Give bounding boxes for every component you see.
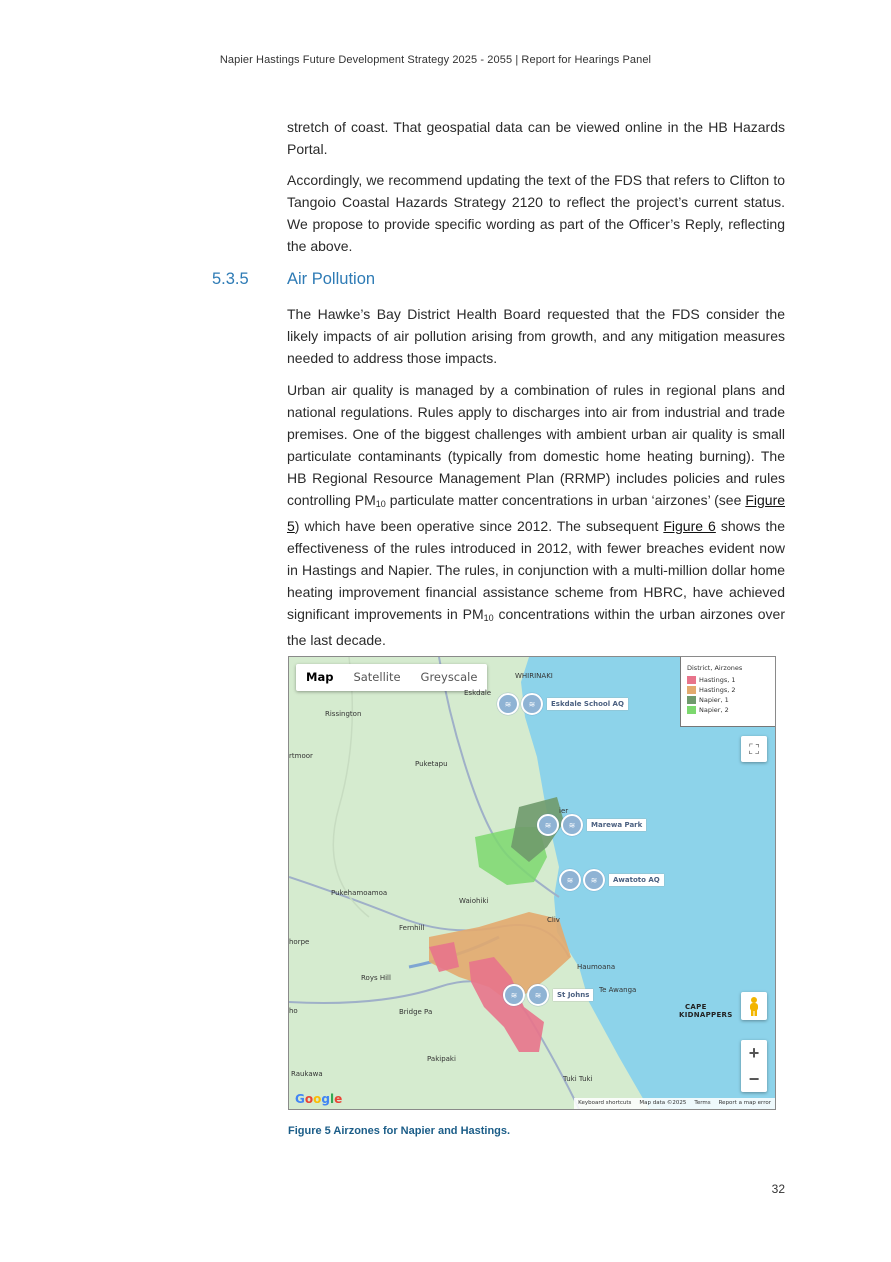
place-label: Te Awanga — [599, 986, 637, 994]
map-type-control[interactable] — [296, 664, 487, 691]
station-marewa[interactable]: ≋ ≋ Marewa Park — [537, 814, 646, 836]
place-label: Tuki Tuki — [563, 1075, 593, 1083]
place-label: rtmoor — [289, 752, 313, 760]
air-station-icon: ≋ — [561, 814, 583, 836]
zoom-in-button[interactable]: + — [748, 1043, 760, 1063]
air-station-icon: ≋ — [537, 814, 559, 836]
figure-5-link[interactable]: Figure 5 — [287, 492, 786, 534]
google-logo: Google — [295, 1092, 343, 1106]
place-label: ho — [289, 1007, 298, 1015]
station-st-johns[interactable]: ≋ ≋ St Johns — [503, 984, 593, 1006]
place-label: CAPE — [685, 1003, 707, 1011]
page-number: 32 — [771, 1182, 785, 1196]
legend-item: Hastings, 2 — [687, 685, 775, 695]
air-station-icon: ≋ — [583, 869, 605, 891]
paragraph-hazards-portal: stretch of coast. That geospatial data can be viewed online in the HB Hazards Portal. — [287, 119, 785, 157]
place-label: Fernhill — [399, 924, 425, 932]
paragraph-health-board: The Hawke’s Bay District Health Board requested that the FDS consider the likely impacts of air pollution arising from growth, and any mitigation measures needed to address those impacts. — [287, 306, 785, 366]
legend-item: Napier, 2 — [687, 705, 775, 715]
place-label: Pukehamoamoa — [331, 889, 388, 897]
pegman-icon[interactable] — [741, 992, 767, 1020]
paragraph-recommendation: Accordingly, we recommend updating the text of the FDS that refers to Clifton to Tangoio Coastal Hazards Strategy 2120 to reflect the project’s current status. We propose to provide specific wording as part of the Officer’s Reply, reflecting the above. — [287, 172, 785, 254]
legend-item: Napier, 1 — [687, 695, 775, 705]
place-label: Pakipaki — [427, 1055, 456, 1063]
figure-6-link[interactable]: Figure 6 — [663, 518, 716, 534]
zoom-control[interactable] — [741, 1040, 767, 1092]
place-label: Puketapu — [415, 760, 448, 768]
place-label: Eskdale — [464, 689, 492, 697]
terms-link[interactable]: Terms — [694, 1100, 711, 1106]
paragraph-air-quality: Urban air quality is managed by a combination of rules in regional plans and national regulations. Rules apply to discharges into air from industrial and trade premises. One of the biggest challenges with ambient urban air quality is small particulate contaminants (typically from domestic home heating burning). The HB Regional Resource Management Plan (RRMP) includes policies and rules controlling $PM_{10}$ particulate matter concentrations in urban ‘airzones’ (see Figure 5) which have been operative since 2012. The subsequent Figure 6 shows the effectiveness of the rules introduced in 2012, with fewer breaches evident now in Hastings and Napier. The rules, in conjunction with a multi-million dollar home heating improvement financial assistance scheme from HBRC, have achieved significant improvements in $PM_{10}$ concentrations within the urban airzones over the last decade. — [287, 382, 786, 648]
air-station-icon: ≋ — [503, 984, 525, 1006]
legend-title: District, Airzones — [687, 664, 743, 672]
place-label: Roys Hill — [361, 974, 391, 982]
map-data-credit: Map data ©2025 — [639, 1100, 687, 1106]
air-station-icon: ≋ — [497, 693, 519, 715]
place-label: Bridge Pa — [399, 1008, 433, 1016]
airzones-map[interactable] — [288, 656, 776, 1110]
air-station-icon: ≋ — [521, 693, 543, 715]
report-error-link[interactable]: Report a map error — [718, 1100, 771, 1106]
legend-item: Hastings, 1 — [687, 675, 775, 685]
station-eskdale[interactable]: ≋ ≋ Eskdale School AQ — [497, 693, 628, 715]
map-type-map[interactable]: Map — [306, 670, 334, 684]
place-label: ier — [559, 807, 569, 815]
place-label: horpe — [289, 938, 310, 946]
place-label: Waiohiki — [459, 897, 489, 905]
running-header: Napier Hastings Future Development Strategy 2025 - 2055 | Report for Hearings Panel — [219, 54, 652, 66]
place-label: Rissington — [325, 710, 362, 718]
fullscreen-icon[interactable]: ⛶ — [741, 736, 767, 762]
map-type-satellite[interactable]: Satellite — [353, 670, 401, 684]
place-label: WHIRINAKI — [515, 672, 553, 680]
air-station-icon: ≋ — [527, 984, 549, 1006]
station-awatoto[interactable]: ≋ ≋ Awatoto AQ — [559, 869, 664, 891]
air-station-icon: ≋ — [559, 869, 581, 891]
section-title: Air Pollution — [287, 270, 376, 288]
section-heading — [212, 270, 375, 289]
section-number: 5.3.5 — [212, 270, 249, 288]
keyboard-shortcuts-link[interactable]: Keyboard shortcuts — [578, 1100, 632, 1106]
map-legend — [680, 657, 775, 727]
map-type-greyscale[interactable]: Greyscale — [420, 670, 478, 684]
map-attribution — [574, 1098, 775, 1109]
zoom-out-button[interactable]: − — [748, 1069, 760, 1089]
figure-caption: Figure 5 Airzones for Napier and Hastings. — [288, 1125, 511, 1137]
place-label: Raukawa — [291, 1070, 323, 1078]
place-label: Haumoana — [577, 963, 616, 971]
place-label: KIDNAPPERS — [679, 1011, 733, 1019]
place-label: Cliv — [547, 916, 560, 924]
